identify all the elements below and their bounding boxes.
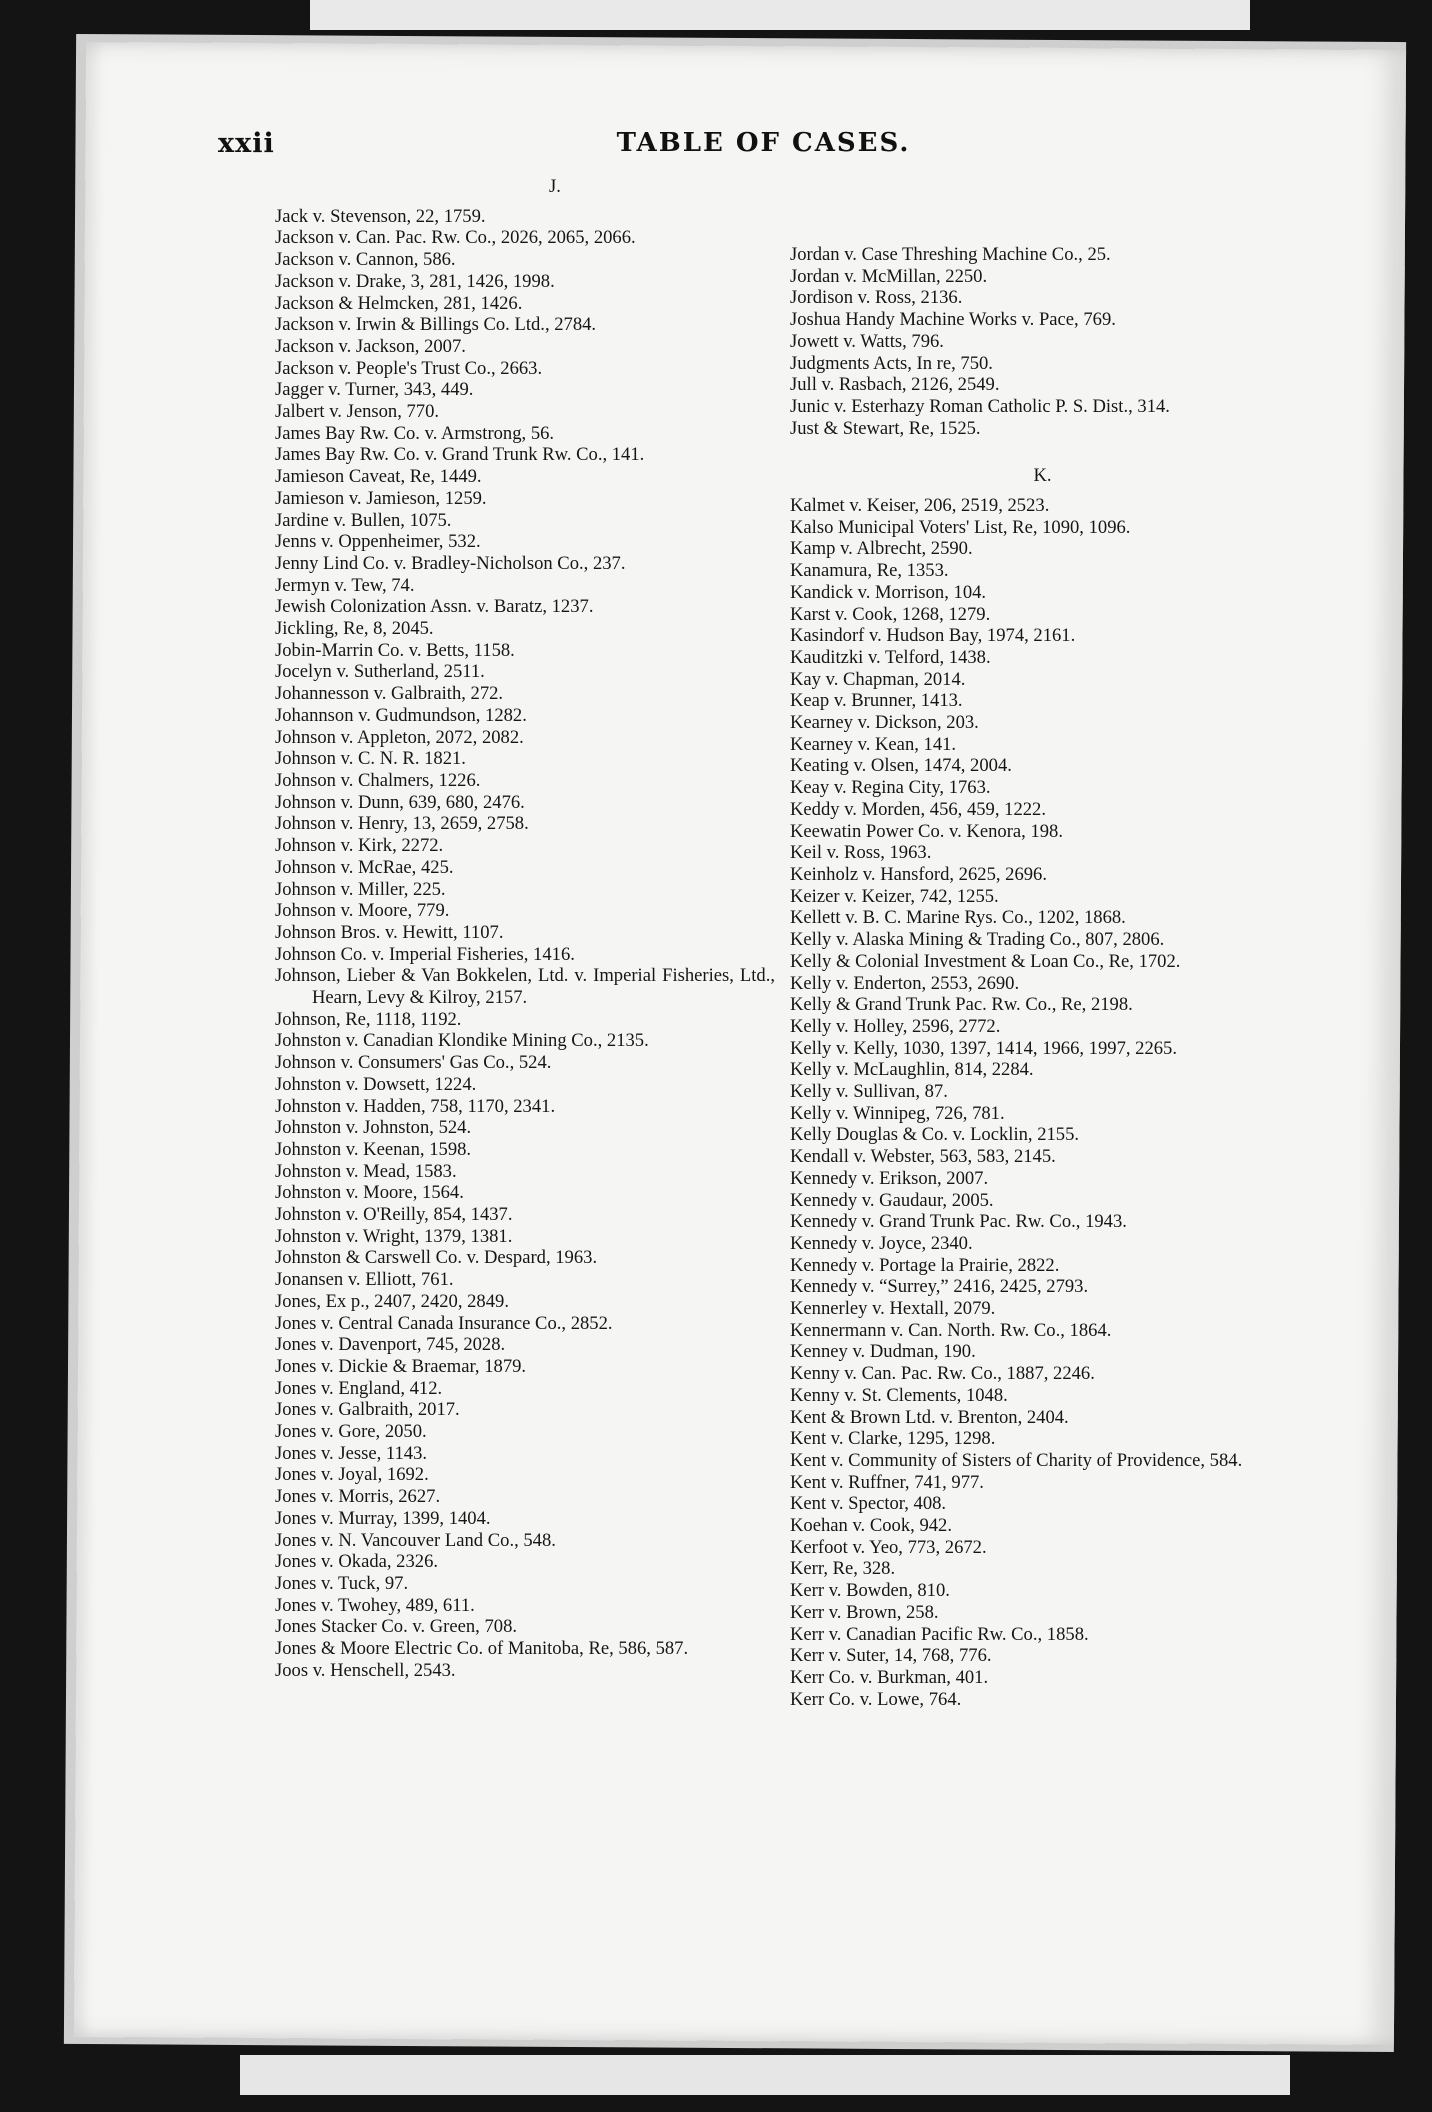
case-entry: Kerfoot v. Yeo, 773, 2672. <box>790 1536 987 1558</box>
case-entry: Kasindorf v. Hudson Bay, 1974, 2161. <box>790 625 1076 647</box>
top-paper-strip <box>310 0 1250 30</box>
case-entry: Jowett v. Watts, 796. <box>790 330 944 352</box>
case-entry: Johnson, Lieber & Van Bokkelen, Ltd. v. Imperial Fisheries, Ltd., Hearn, Levy & Kilroy, 2157. <box>275 965 775 1009</box>
case-entry: Kelly v. Alaska Mining & Trading Co., 807, 2806. <box>790 929 1165 951</box>
case-entry: Kennedy v. Portage la Prairie, 2822. <box>790 1254 1060 1276</box>
case-entry: Jackson v. Can. Pac. Rw. Co., 2026, 2065, 2066. <box>275 227 636 249</box>
case-entry: Jones v. N. Vancouver Land Co., 548. <box>275 1529 556 1551</box>
case-entry: Kerr, Re, 328. <box>790 1558 896 1580</box>
section-gap <box>790 439 1295 465</box>
case-entry: Kelly Douglas & Co. v. Locklin, 2155. <box>790 1124 1080 1146</box>
case-entry: Jones v. Jesse, 1143. <box>275 1442 428 1464</box>
case-entry: Johnston v. Wright, 1379, 1381. <box>275 1225 513 1247</box>
case-entry: Kearney v. Dickson, 203. <box>790 712 979 734</box>
case-entry: Jack v. Stevenson, 22, 1759. <box>275 205 486 227</box>
case-entry: Jermyn v. Tew, 74. <box>275 574 415 596</box>
case-entry: Kalso Municipal Voters' List, Re, 1090, 1096. <box>790 516 1131 538</box>
case-entry: Johnson v. Dunn, 639, 680, 2476. <box>275 791 525 813</box>
case-entry: Jones, Ex p., 2407, 2420, 2849. <box>275 1290 509 1312</box>
case-entry: Keinholz v. Hansford, 2625, 2696. <box>790 863 1047 885</box>
case-entry: Kent v. Spector, 408. <box>790 1493 947 1515</box>
case-entry: Just & Stewart, Re, 1525. <box>790 417 981 439</box>
case-entry: Kelly v. Sullivan, 87. <box>790 1081 948 1103</box>
case-entry: Keil v. Ross, 1963. <box>790 842 932 864</box>
case-entry: Jones v. Murray, 1399, 1404. <box>275 1507 491 1529</box>
case-entry: Jenny Lind Co. v. Bradley-Nicholson Co., 237. <box>275 552 626 574</box>
right-column <box>790 244 1295 1710</box>
case-entry: Jackson & Helmcken, 281, 1426. <box>275 292 523 314</box>
case-entry: Jones v. Joyal, 1692. <box>275 1464 429 1486</box>
case-entry: Jones v. Tuck, 97. <box>275 1573 409 1594</box>
case-entry: Jordison v. Ross, 2136. <box>790 287 963 309</box>
case-entry: Jocelyn v. Sutherland, 2511. <box>275 661 485 683</box>
case-entry: Johnson v. McRae, 425. <box>275 856 454 878</box>
case-entry: Johnson v. Miller, 225. <box>275 878 446 900</box>
case-entry: Keap v. Brunner, 1413. <box>790 690 963 712</box>
case-entry: Johnston & Carswell Co. v. Despard, 1963. <box>275 1247 598 1269</box>
case-entry: Kent v. Clarke, 1295, 1298. <box>790 1428 996 1450</box>
case-entry: Jones v. Twohey, 489, 611. <box>275 1594 475 1616</box>
case-entry: Kalmet v. Keiser, 206, 2519, 2523. <box>790 495 1050 517</box>
case-entry: Kennerley v. Hextall, 2079. <box>790 1298 996 1320</box>
case-entry: Jordan v. Case Threshing Machine Co., 25. <box>790 244 1111 265</box>
case-entry: Johnston v. Mead, 1583. <box>275 1160 457 1182</box>
case-entry: Johnson v. Chalmers, 1226. <box>275 769 481 791</box>
case-entry: Jones v. Davenport, 745, 2028. <box>275 1334 506 1356</box>
case-entry: Jackson v. Irwin & Billings Co. Ltd., 2784. <box>275 314 597 336</box>
case-entry: Kent v. Community of Sisters of Charity of Providence, 584. <box>790 1449 1243 1471</box>
case-entry: Johnston v. Hadden, 758, 1170, 2341. <box>275 1095 556 1117</box>
case-entry: Joos v. Henschell, 2543. <box>275 1659 456 1681</box>
case-entry: Jones Stacker Co. v. Green, 708. <box>275 1616 518 1638</box>
case-entry: Johnston v. Dowsett, 1224. <box>275 1073 477 1095</box>
case-entry: Kennermann v. Can. North. Rw. Co., 1864. <box>790 1319 1112 1341</box>
case-entry: Jagger v. Turner, 343, 449. <box>275 379 474 401</box>
case-entry: Johnston v. Keenan, 1598. <box>275 1138 472 1160</box>
case-entry: Johnson v. C. N. R. 1821. <box>275 748 466 770</box>
case-entry: James Bay Rw. Co. v. Grand Trunk Rw. Co., 141. <box>275 444 645 466</box>
case-entry: Kelly v. Winnipeg, 726, 781. <box>790 1102 1005 1124</box>
case-entry: Kennedy v. “Surrey,” 2416, 2425, 2793. <box>790 1276 1089 1298</box>
case-entry: Johnson v. Appleton, 2072, 2082. <box>275 726 524 748</box>
case-entry: Kendall v. Webster, 563, 583, 2145. <box>790 1146 1056 1168</box>
case-entry: Kanamura, Re, 1353. <box>790 560 949 582</box>
case-entry: Kent v. Ruffner, 741, 977. <box>790 1471 984 1493</box>
case-entry: Kenny v. St. Clements, 1048. <box>790 1384 1008 1406</box>
case-entry: Jonansen v. Elliott, 761. <box>275 1269 454 1291</box>
page-title: TABLE OF CASES. <box>616 128 911 158</box>
case-entry: James Bay Rw. Co. v. Armstrong, 56. <box>275 422 555 444</box>
case-entry: Kenny v. Can. Pac. Rw. Co., 1887, 2246. <box>790 1363 1095 1385</box>
case-entry: Johnson Bros. v. Hewitt, 1107. <box>275 921 504 943</box>
case-entry: Kelly v. Holley, 2596, 2772. <box>790 1015 1001 1037</box>
case-entry: Jones v. Galbraith, 2017. <box>275 1399 460 1421</box>
case-entry: Jones v. England, 412. <box>275 1377 443 1399</box>
case-entry: Kenney v. Dudman, 190. <box>790 1341 976 1363</box>
case-entry: Jones & Moore Electric Co. of Manitoba, Re, 586, 587. <box>275 1638 689 1660</box>
case-entry: Kerr v. Suter, 14, 768, 776. <box>790 1645 992 1667</box>
case-entry: Kennedy v. Grand Trunk Pac. Rw. Co., 1943. <box>790 1211 1127 1233</box>
case-entry: Kelly v. McLaughlin, 814, 2284. <box>790 1059 1034 1081</box>
case-entry: Kearney v. Kean, 141. <box>790 733 957 755</box>
case-entry: Jickling, Re, 8, 2045. <box>275 618 434 640</box>
bottom-paper-strip <box>240 2055 1290 2095</box>
case-entry: Kauditzki v. Telford, 1438. <box>790 646 991 668</box>
case-entry: Jobin-Marrin Co. v. Betts, 1158. <box>275 639 515 661</box>
case-entry: Johnston v. Canadian Klondike Mining Co., 2135. <box>275 1030 649 1052</box>
case-entry: Joshua Handy Machine Works v. Pace, 769. <box>790 309 1116 331</box>
section-heading-j: J. <box>549 176 561 197</box>
case-entry: Jones v. Gore, 2050. <box>275 1421 427 1443</box>
case-entry: Keddy v. Morden, 456, 459, 1222. <box>790 798 1046 820</box>
left-entry-list <box>275 206 775 1682</box>
case-entry: Jackson v. Drake, 3, 281, 1426, 1998. <box>275 270 555 292</box>
case-entry: Johnston v. O'Reilly, 854, 1437. <box>275 1204 513 1226</box>
case-entry: Jones v. Dickie & Braemar, 1879. <box>275 1355 527 1377</box>
case-entry: Johannesson v. Galbraith, 272. <box>275 683 504 705</box>
case-entry: Kerr Co. v. Lowe, 764. <box>790 1688 962 1710</box>
case-entry: Johnston v. Moore, 1564. <box>275 1182 464 1204</box>
case-entry: Kennedy v. Gaudaur, 2005. <box>790 1189 994 1211</box>
case-entry: Karst v. Cook, 1268, 1279. <box>790 603 991 625</box>
section-heading-k: K. <box>1033 465 1052 487</box>
case-entry: Kennedy v. Erikson, 2007. <box>790 1167 989 1189</box>
case-entry: Kelly v. Enderton, 2553, 2690. <box>790 972 1020 994</box>
case-entry: Keay v. Regina City, 1763. <box>790 777 991 799</box>
case-entry: Junic v. Esterhazy Roman Catholic P. S. Dist., 314. <box>790 395 1170 417</box>
case-entry: Johannson v. Gudmundson, 1282. <box>275 704 527 726</box>
case-entry: Judgments Acts, In re, 750. <box>790 352 993 374</box>
case-entry: Jones v. Morris, 2627. <box>275 1486 441 1508</box>
case-entry: Kelly v. Kelly, 1030, 1397, 1414, 1966, 1997, 2265. <box>790 1037 1177 1059</box>
page-number: xxii <box>218 128 275 159</box>
case-entry: Kerr v. Canadian Pacific Rw. Co., 1858. <box>790 1623 1089 1645</box>
case-entry: Kamp v. Albrecht, 2590. <box>790 538 973 560</box>
case-entry: Jewish Colonization Assn. v. Baratz, 1237. <box>275 596 594 618</box>
case-entry: Koehan v. Cook, 942. <box>790 1515 952 1537</box>
case-entry: Johnson v. Kirk, 2272. <box>275 835 444 857</box>
case-entry: Jackson v. Cannon, 586. <box>275 249 456 271</box>
case-entry: Johnson, Re, 1118, 1192. <box>275 1008 462 1030</box>
case-entry: Kandick v. Morrison, 104. <box>790 581 987 603</box>
case-entry: Kelly & Colonial Investment & Loan Co., Re, 1702. <box>790 950 1181 972</box>
left-column <box>275 176 775 1682</box>
case-entry: Kerr Co. v. Burkman, 401. <box>790 1667 989 1688</box>
case-entry: Kelly & Grand Trunk Pac. Rw. Co., Re, 2198. <box>790 994 1133 1016</box>
case-entry: Johnson Co. v. Imperial Fisheries, 1416. <box>275 943 575 965</box>
case-entry: Jardine v. Bullen, 1075. <box>275 509 452 531</box>
case-entry: Jackson v. People's Trust Co., 2663. <box>275 357 543 379</box>
case-entry: Keizer v. Keizer, 742, 1255. <box>790 885 999 907</box>
case-entry: Kennedy v. Joyce, 2340. <box>790 1232 973 1254</box>
case-entry: Jones v. Central Canada Insurance Co., 2852. <box>275 1312 613 1334</box>
case-entry: Johnson v. Henry, 13, 2659, 2758. <box>275 813 529 835</box>
case-entry: Jordan v. McMillan, 2250. <box>790 265 988 287</box>
case-entry: Jull v. Rasbach, 2126, 2549. <box>790 374 1000 396</box>
continued-entry-list <box>790 244 1295 439</box>
case-entry: Jones v. Okada, 2326. <box>275 1551 439 1573</box>
case-entry: Kay v. Chapman, 2014. <box>790 668 966 690</box>
case-entry: Keewatin Power Co. v. Kenora, 198. <box>790 820 1063 842</box>
case-entry: Kerr v. Bowden, 810. <box>790 1580 950 1602</box>
case-entry: Jenns v. Oppenheimer, 532. <box>275 531 481 553</box>
case-entry: Jamieson v. Jamieson, 1259. <box>275 487 487 509</box>
right-entry-list <box>790 495 1295 1710</box>
case-entry: Johnson v. Consumers' Gas Co., 524. <box>275 1052 552 1074</box>
case-entry: Kent & Brown Ltd. v. Brenton, 2404. <box>790 1406 1069 1428</box>
case-entry: Jackson v. Jackson, 2007. <box>275 335 466 357</box>
case-entry: Johnson v. Moore, 779. <box>275 900 450 922</box>
case-entry: Kerr v. Brown, 258. <box>790 1601 939 1623</box>
case-entry: Jalbert v. Jenson, 770. <box>275 401 440 423</box>
case-entry: Kellett v. B. C. Marine Rys. Co., 1202, 1868. <box>790 907 1126 929</box>
case-entry: Jamieson Caveat, Re, 1449. <box>275 466 482 488</box>
case-entry: Keating v. Olsen, 1474, 2004. <box>790 755 1012 777</box>
case-entry: Johnston v. Johnston, 524. <box>275 1117 472 1139</box>
